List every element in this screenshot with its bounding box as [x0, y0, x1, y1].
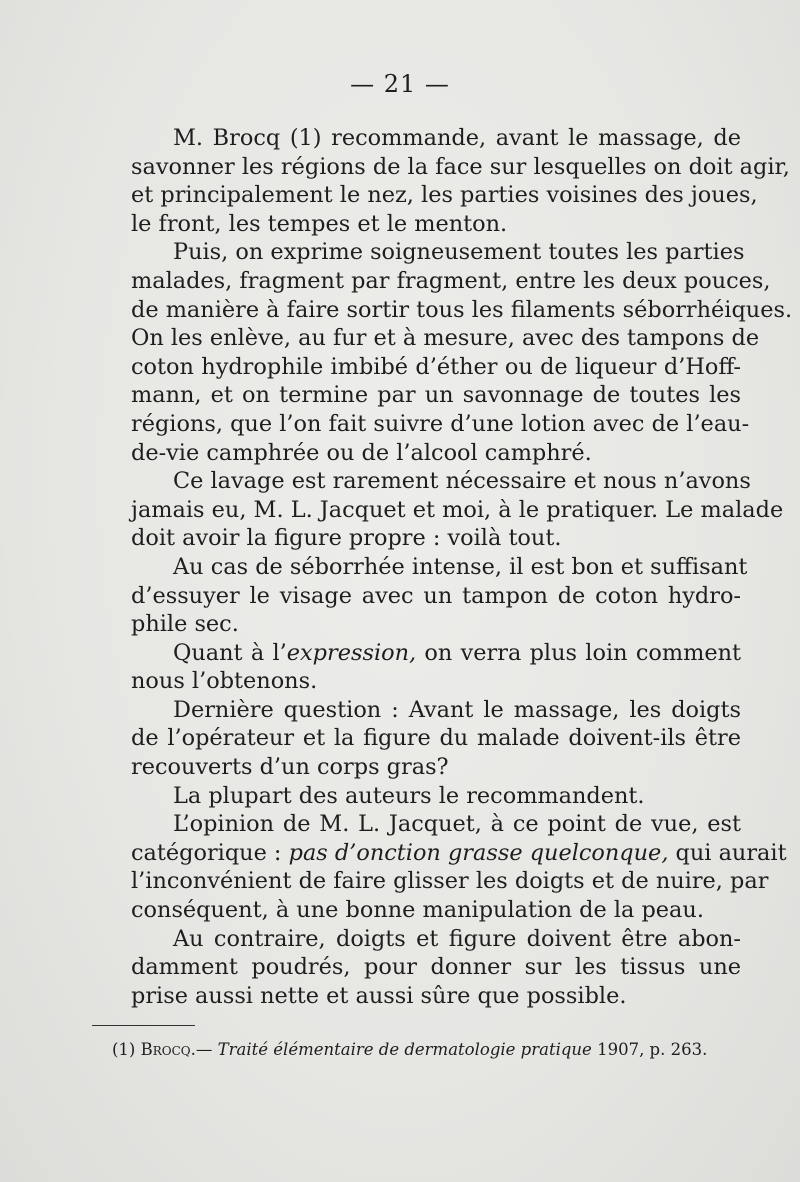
text-line: malades, fragment par fragment, entre les deux pouces, [131, 267, 771, 294]
paragraph-1 [89, 124, 790, 238]
paragraph-2 [89, 238, 793, 467]
text-run: qui aurait [668, 839, 787, 866]
text-line: nous l’obtenons. [131, 668, 318, 695]
text-line: jamais eu, M. L. Jacquet et moi, à le pratiquer. Le malade [131, 496, 784, 523]
italic-term: expression, [286, 639, 417, 666]
text-line: Au contraire, doigts et figure doivent être abon- [173, 925, 741, 952]
paragraph-5 [89, 639, 741, 696]
text-line: de manière à faire sortir tous les filaments séborrhéiques. [131, 296, 793, 323]
page-number: — 21 — [350, 70, 450, 98]
text-line: conséquent, à une bonne manipulation de la peau. [131, 897, 704, 924]
text-line: On les enlève, au fur et à mesure, avec des tampons de [131, 325, 760, 352]
italic-phrase: pas d’onction grasse quelconque, [288, 839, 669, 866]
text-line: M. Brocq (1) recommande, avant le massage, de [173, 125, 741, 151]
text-run: catégorique : [131, 839, 289, 866]
text-line: prise aussi nette et aussi sûre que possible. [131, 982, 627, 1009]
footnote-title: Traité élémentaire de dermatologie pratique [217, 1040, 592, 1059]
text-line: coton hydrophile imbibé d’éther ou de liqueur d’Hoff- [131, 353, 741, 380]
footnote-details: 1907, p. 263. [597, 1040, 708, 1059]
paragraph-4 [89, 553, 748, 639]
text-line: doit avoir la figure propre : voilà tout. [131, 525, 562, 552]
text-line [89, 639, 741, 668]
text-run: on verra plus loin comment [416, 639, 741, 666]
text-line: mann, et on termine par un savonnage de toutes les [131, 382, 741, 409]
footnote-divider [92, 1025, 195, 1026]
text-line: le front, les tempes et le menton. [131, 210, 508, 237]
text-line: d’essuyer le visage avec un tampon de coton hydro- [131, 582, 741, 609]
text-line: recouverts d’un corps gras? [131, 754, 449, 781]
text-line: régions, que l’on fait suivre d’une lotion avec de l’eau- [131, 410, 750, 437]
footnote-marker: (1) [112, 1040, 136, 1059]
text-line [89, 839, 787, 868]
footnote-author: Brocq. [140, 1040, 196, 1059]
text-line: Puis, on exprime soigneusement toutes les parties [173, 239, 745, 266]
text-line: de-vie camphrée ou de l’alcool camphré. [131, 439, 592, 466]
text-line: l’inconvénient de faire glisser les doigts et de nuire, par [131, 868, 769, 895]
paragraph-7 [89, 782, 741, 811]
text-line: Dernière question : Avant le massage, les doigts [173, 696, 741, 723]
text-line: Ce lavage est rarement nécessaire et nous n’avons [173, 468, 751, 495]
text-line: savonner les régions de la face sur lesquelles on doit agir, [131, 153, 790, 180]
paragraph-6 [89, 696, 741, 782]
text-line: Au cas de séborrhée intense, il est bon et suffisant [173, 553, 748, 580]
paragraph-9 [89, 925, 741, 1011]
body-text [89, 124, 793, 1010]
text-line: phile sec. [131, 611, 239, 638]
text-line: de l’opérateur et la figure du malade doivent-ils être [131, 725, 741, 752]
text-line: damment poudrés, pour donner sur les tissus une [131, 954, 741, 981]
text-line: La plupart des auteurs le recommandent. [173, 782, 645, 809]
footnote [112, 1040, 752, 1059]
text-line: et principalement le nez, les parties voisines des joues, [131, 182, 758, 209]
paragraph-8 [89, 810, 787, 924]
text-line: L’opinion de M. L. Jacquet, à ce point de vue, est [173, 811, 741, 838]
footnote-dash: — [195, 1040, 213, 1059]
text-run: Quant à l’ [173, 639, 287, 666]
paragraph-3 [89, 467, 784, 553]
